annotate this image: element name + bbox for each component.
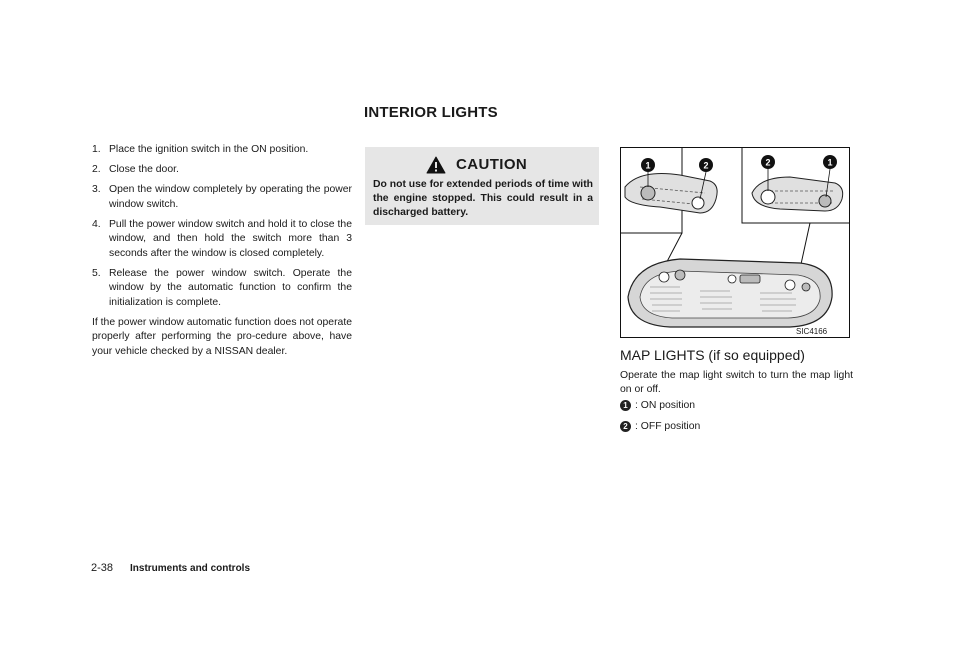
svg-text:2: 2 [765,157,771,168]
position-label: : ON position [635,400,696,411]
callout-1-left [641,158,655,172]
callout-1-right [823,155,837,169]
section-title: INTERIOR LIGHTS [364,104,498,121]
step-text: Open the window completely by operating the power window switch. [109,184,352,210]
figure-code: SIC4166 [796,327,828,336]
step-text: Pull the power window switch and hold it to close the window, and then hold the switch more than 3 seconds after the window is closed completely. [109,218,352,259]
list-item [92,163,352,178]
svg-text:1: 1 [827,157,833,168]
list-item [92,267,352,311]
step-number: 3. [92,184,101,195]
step-text: Release the power window switch. Operate the window by the automatic function to confirm the initialization is complete. [109,267,352,308]
page-number: 2-38 [91,562,114,574]
step-number: 2. [92,164,101,175]
marker-2-icon: 2 [620,421,631,432]
caution-title: CAUTION [456,156,528,173]
callout-2-left [699,158,713,172]
list-item [92,143,352,158]
caution-header [365,154,599,176]
step-number: 4. [92,218,101,230]
callout-2-right [761,155,775,169]
caution-box [365,147,599,225]
step-number: 5. [92,267,101,279]
map-lights-title: MAP LIGHTS (if so equipped) [620,347,805,363]
position-off [620,421,700,432]
svg-text:1: 1 [645,160,651,171]
list-item [92,183,352,212]
steps-list [92,143,352,310]
map-lights-text: Operate the map light switch to turn the map light on or off. [620,370,853,395]
position-label: : OFF position [635,421,701,432]
marker-1-icon: 1 [620,400,631,411]
step-number: 1. [92,144,101,155]
svg-text:2: 2 [703,160,709,171]
chapter-title: Instruments and controls [130,563,251,574]
warning-triangle-icon [426,156,446,174]
map-light-illustration [620,147,850,338]
list-item [92,218,352,262]
step-text: Close the door. [109,164,179,175]
instructions-column [92,143,352,359]
caution-text: Do not use for extended periods of time with the engine stopped. This could result in a discharged battery. [373,179,593,218]
position-on [620,400,695,411]
step-text: Place the ignition switch in the ON position. [109,144,309,155]
closing-paragraph: If the power window automatic function does not operate properly after performing the pro-cedure above, have your vehicle checked by a NISSAN dealer. [92,316,352,357]
